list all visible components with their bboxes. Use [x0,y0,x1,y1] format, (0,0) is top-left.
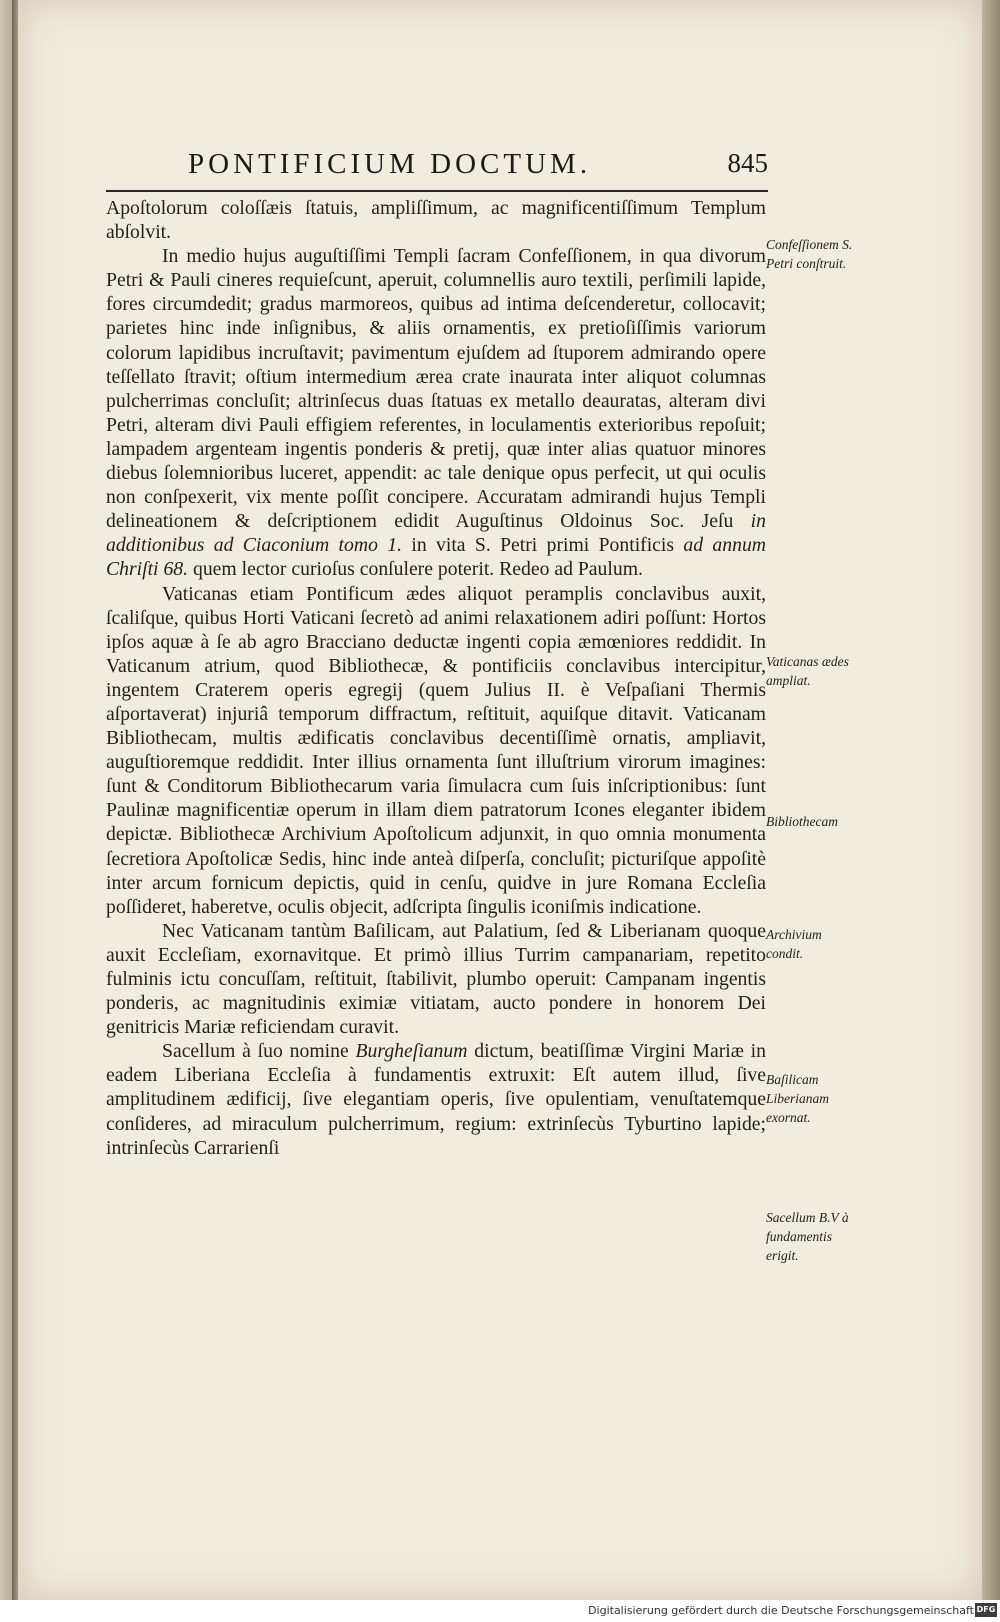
margin-note: Bibliothecam [766,814,838,829]
paragraph-text: quem lector curioſus conſulere poterit. Redeo ad Paulum. [188,558,643,581]
page-edge [982,0,1000,1600]
header-rule [106,190,768,192]
paragraph-text: in vita S. Petri primi Pontificis [402,534,684,557]
margin-note: Confeſſionem S. Petri conſtruit. [766,237,853,271]
paragraph [106,244,766,581]
paragraph-text: Sacellum à ſuo nomine [162,1040,356,1063]
name-italic: Burgheſianum [355,1040,468,1063]
margin-note: Archivium condit. [766,927,822,961]
paragraph [106,919,766,1039]
facing-page-edge [0,0,12,1600]
paragraph-text: In medio hujus auguſtiſſimi Templi ſacram Confeſſionem, in qua divorum Petri & Pauli cineres requieſcunt, aperuit, columnellis auro textili, perſimili lapide, fores circumdedit; gradus marmoreos, quibus ad intima deſcenderetur, collocavit; parietes hinc inde inſignibus, & aliis ornamentis, ex pretioſiſſimis variorum colorum lapidibus incruſtavit; pavimentum ejuſdem ad ſtuporem admirando opere teſſellato ſtravit; oſtium intermedium ærea crate inaurata inter aliquot columnas pulcherrimas concluſit; altrinſecus duas ſtatuas ex metallo deauratas, alteram divi Petri, alteram divi Pauli effigiem referentes, in loculamentis exterioribus repoſuit; lampadem argenteam ingentis ponderis & pretij, quæ inter alias quatuor minores diebus ſolemnioribus luceret, appendit: ac tale denique opus perfecit, ut qui oculis non conſpexerit, vix mente poſſit concipere. Accuratam admirandi hujus Templi delineationem & deſcriptionem edidit Auguſtinus Oldoinus Soc. Jeſu [106,245,766,533]
paragraph-text: Apoſtolorum coloſſæis ſtatuis, ampliſſimum, ac magnificentiſſimum Templum abſolvit. [106,197,766,244]
citation-italic: in additionibus ad Ciaconium tomo 1. [106,510,766,557]
page-header [188,148,768,190]
paragraph-text: Vaticanas etiam Pontificum ædes aliquot peramplis conclavibus auxit, ſcaliſque, quibus Horti Vaticani ſecretò ad animi relaxationem adiri poſſunt: Hortos ipſos aquæ à ſe ab agro Bracciano deductæ ingenti copia æmœniores reddidit. In Vaticanum atrium, quod Bibliothecæ, & pontificiis conclavibus intercipitur, ingentem Craterem operis egregij (quem Julius II. è Veſpaſiani Thermis aſportaverat) injuriâ temporum diffractum, reſtituit, aquiſque ditavit. Vaticanam Bibliothecam, multis ædificatis conclavibus decentiſſimè ornatis, ampliavit, auguſtioremque reddidit. Inter illius ornamenta ſunt illuſtrium virorum imagines: ſunt & Conditorum Bibliothecarum varia ſimulacra cum ſuis inſcriptionibus: ſunt Paulinæ magnificentiæ operum in illam diem patratorum Icones eleganter ibidem depictæ. Bibliothecæ Archivium Apoſtolicum adjunxit, in quo omnia monumenta ſecretiora Apoſtolicæ Sedis, hinc inde anteà diſperſa, concluſit; picturiſque appoſitè inter arcum fornicum depictis, quid in cenſu, quidve in jure Romana Eccleſia poſſideret, haberetve, oculis objecit, adſcripta ſingulis iconiſmis indicatione. [106,582,766,918]
running-title: PONTIFICIUM DOCTUM. [188,148,592,180]
dfg-logo-icon: DFG [975,1603,997,1617]
main-text [106,196,766,1160]
paragraph-text: Nec Vaticanam tantùm Baſilicam, aut Palatium, ſed & Liberianam quoque auxit Eccleſiam, exornavitque. Et primò illius Turrim campanariam, repetito fulminis ictu concuſſam, reſtituit, ſtabilivit, plumbo operuit: Campanam ingentis ponderis, ac magnitudinis eximiæ vitiatam, aucto pondere in honorem Dei genitricis Mariæ reficiendam curavit. [106,919,766,1039]
digitization-footer [0,1600,1000,1622]
paragraph [106,196,766,244]
paragraph [106,582,766,919]
page-number: 845 [727,148,768,178]
book-page [18,0,982,1600]
paragraph-text: dictum, beatiſſimæ Virgini Mariæ in eadem Liberiana Eccleſia à fundamentis extruxit: Eſt autem illud, ſive amplitudinem ædificij, ſive elegantiam operis, ſive opulentiam, venuſtatemque conſideres, ad miraculum pulcherrimum, regium: extrinſecùs Tyburtino lapide; intrinſecùs Carrarienſi [106,1040,766,1159]
margin-note: Baſilicam Liberianam exornat. [766,1072,830,1125]
footer-credit: Digitalisierung gefördert durch die Deutsche Forschungsgemeinschaft [588,1604,974,1617]
citation-italic: ad annum Chriſti 68. [106,534,767,581]
margin-note: Vaticanas ædes ampliat. [766,654,849,688]
margin-note: Sacellum B.V à fundamentis erigit. [766,1210,849,1263]
paragraph [106,1039,766,1159]
